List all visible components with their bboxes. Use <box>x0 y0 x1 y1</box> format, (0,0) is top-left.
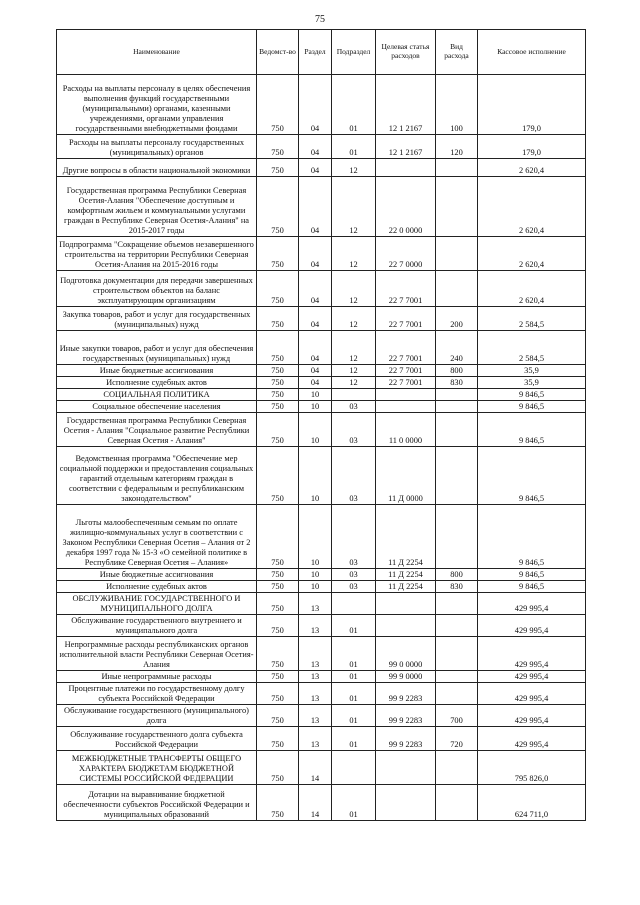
table-cell-vid <box>436 237 478 271</box>
table-cell-vid <box>436 177 478 237</box>
table-cell-name: Иные бюджетные ассигнования <box>57 365 257 377</box>
table-cell-amount: 429 995,4 <box>478 683 586 705</box>
table-cell-razdel: 13 <box>299 615 332 637</box>
table-cell-vid <box>436 751 478 785</box>
table-cell-podrazdel: 01 <box>332 615 376 637</box>
table-cell-amount: 9 846,5 <box>478 581 586 593</box>
table-cell-razdel: 04 <box>299 365 332 377</box>
table-cell-vedomstvo: 750 <box>257 75 299 135</box>
table-row <box>57 683 586 705</box>
table-cell-amount: 9 846,5 <box>478 389 586 401</box>
table-row <box>57 237 586 271</box>
table-cell-vid <box>436 447 478 505</box>
table-row <box>57 413 586 447</box>
table-cell-vedomstvo: 750 <box>257 401 299 413</box>
table-cell-podrazdel: 03 <box>332 505 376 569</box>
table-cell-podrazdel: 01 <box>332 637 376 671</box>
table-row <box>57 637 586 671</box>
table-cell-razdel: 04 <box>299 307 332 331</box>
table-cell-statya: 22 7 7001 <box>376 365 436 377</box>
table-cell-razdel: 10 <box>299 505 332 569</box>
table-cell-podrazdel: 01 <box>332 727 376 751</box>
table-row <box>57 569 586 581</box>
table-cell-razdel: 13 <box>299 727 332 751</box>
table-row <box>57 75 586 135</box>
table-cell-vid: 240 <box>436 331 478 365</box>
table-cell-name: Льготы малообеспеченным семьям по оплате жилищно-коммунальных услуг в соответствии с Законом Республики Северная Осетия – Алания от 2 декабря 1997 года № 15-З «О семейной политике в Республике Северная Осетия – Алания» <box>57 505 257 569</box>
table-cell-statya <box>376 159 436 177</box>
table-cell-amount: 2 620,4 <box>478 159 586 177</box>
table-cell-name: Исполнение судебных актов <box>57 581 257 593</box>
table-cell-amount: 429 995,4 <box>478 593 586 615</box>
table-cell-podrazdel <box>332 593 376 615</box>
table-cell-podrazdel: 01 <box>332 671 376 683</box>
table-cell-vedomstvo: 750 <box>257 447 299 505</box>
table-cell-name: Другие вопросы в области национальной экономики <box>57 159 257 177</box>
table-row <box>57 785 586 821</box>
table-cell-statya <box>376 401 436 413</box>
table-cell-vedomstvo: 750 <box>257 307 299 331</box>
table-cell-name: Закупка товаров, работ и услуг для государственных (муниципальных) нужд <box>57 307 257 331</box>
table-cell-podrazdel: 12 <box>332 237 376 271</box>
table-cell-razdel: 13 <box>299 593 332 615</box>
table-cell-podrazdel: 12 <box>332 365 376 377</box>
table-row <box>57 671 586 683</box>
table-header-row <box>57 30 586 75</box>
table-cell-name: Иные закупки товаров, работ и услуг для обеспечения государственных (муниципальных) нужд <box>57 331 257 365</box>
table-cell-name: Социальное обеспечение населения <box>57 401 257 413</box>
table-cell-amount: 795 826,0 <box>478 751 586 785</box>
table-cell-podrazdel: 12 <box>332 331 376 365</box>
table-cell-statya: 22 7 7001 <box>376 271 436 307</box>
table-cell-amount: 9 846,5 <box>478 401 586 413</box>
table-cell-amount: 429 995,4 <box>478 705 586 727</box>
table-cell-razdel: 04 <box>299 237 332 271</box>
table-cell-statya <box>376 785 436 821</box>
header-vid: Вид расхода <box>436 30 478 75</box>
table-cell-amount: 2 584,5 <box>478 331 586 365</box>
table-cell-amount: 35,9 <box>478 365 586 377</box>
header-name: Наименование <box>57 30 257 75</box>
table-cell-podrazdel: 01 <box>332 75 376 135</box>
table-cell-razdel: 04 <box>299 331 332 365</box>
table-row <box>57 177 586 237</box>
table-cell-vid <box>436 389 478 401</box>
table-cell-podrazdel: 03 <box>332 569 376 581</box>
table-cell-amount: 2 620,4 <box>478 237 586 271</box>
table-cell-razdel: 13 <box>299 683 332 705</box>
table-row <box>57 271 586 307</box>
table-cell-podrazdel: 12 <box>332 177 376 237</box>
table-cell-statya: 99 9 2283 <box>376 705 436 727</box>
table-cell-amount: 2 620,4 <box>478 177 586 237</box>
table-cell-amount: 2 620,4 <box>478 271 586 307</box>
table-cell-amount: 429 995,4 <box>478 671 586 683</box>
table-row <box>57 365 586 377</box>
table-cell-statya: 22 7 7001 <box>376 307 436 331</box>
table-cell-statya: 11 Д 2254 <box>376 505 436 569</box>
table-row <box>57 331 586 365</box>
table-cell-statya <box>376 593 436 615</box>
table-cell-vedomstvo: 750 <box>257 389 299 401</box>
table-cell-statya <box>376 389 436 401</box>
table-cell-razdel: 13 <box>299 671 332 683</box>
table-cell-razdel: 13 <box>299 705 332 727</box>
table-cell-podrazdel: 01 <box>332 705 376 727</box>
table-cell-podrazdel: 03 <box>332 401 376 413</box>
table-row <box>57 401 586 413</box>
table-cell-podrazdel: 12 <box>332 159 376 177</box>
table-cell-name: Расходы на выплаты персоналу государственных (муниципальных) органов <box>57 135 257 159</box>
table-cell-razdel: 04 <box>299 75 332 135</box>
table-cell-name: Ведомственная программа "Обеспечение мер социальной поддержки и предоставления социальных гарантий отдельным категориям граждан в соответствии с федеральным и республиканским законодательством" <box>57 447 257 505</box>
table-cell-vedomstvo: 750 <box>257 637 299 671</box>
table-cell-statya: 22 7 0000 <box>376 237 436 271</box>
table-cell-vid <box>436 401 478 413</box>
table-cell-razdel: 13 <box>299 637 332 671</box>
table-cell-vid <box>436 505 478 569</box>
table-cell-razdel: 04 <box>299 271 332 307</box>
table-cell-vid: 800 <box>436 569 478 581</box>
table-cell-name: Исполнение судебных актов <box>57 377 257 389</box>
table-cell-razdel: 10 <box>299 447 332 505</box>
table-cell-podrazdel: 03 <box>332 447 376 505</box>
table-cell-vid <box>436 785 478 821</box>
table-cell-name: Иные непрограммные расходы <box>57 671 257 683</box>
table-cell-amount: 9 846,5 <box>478 505 586 569</box>
header-podrazdel: Подраздел <box>332 30 376 75</box>
table-cell-podrazdel: 01 <box>332 135 376 159</box>
table-cell-vedomstvo: 750 <box>257 331 299 365</box>
table-cell-name: Подпрограмма "Сокращение объемов незавершенного строительства на территории Республики Северная Осетия-Алания на 2015-2016 годы <box>57 237 257 271</box>
table-cell-amount: 9 846,5 <box>478 413 586 447</box>
table-row <box>57 705 586 727</box>
table-cell-amount: 9 846,5 <box>478 569 586 581</box>
table-cell-statya: 99 9 0000 <box>376 671 436 683</box>
table-cell-name: Подготовка документации для передачи завершенных строительством объектов на баланс эксплуатирующим организациям <box>57 271 257 307</box>
table-cell-podrazdel: 12 <box>332 307 376 331</box>
table-cell-vid <box>436 683 478 705</box>
table-cell-razdel: 10 <box>299 401 332 413</box>
table-cell-vid: 200 <box>436 307 478 331</box>
table-cell-vid <box>436 159 478 177</box>
table-cell-name: ОБСЛУЖИВАНИЕ ГОСУДАРСТВЕННОГО И МУНИЦИПАЛЬНОГО ДОЛГА <box>57 593 257 615</box>
table-cell-name: Иные бюджетные ассигнования <box>57 569 257 581</box>
table-cell-statya <box>376 751 436 785</box>
table-cell-statya: 11 Д 2254 <box>376 569 436 581</box>
table-cell-vid <box>436 593 478 615</box>
table-cell-razdel: 04 <box>299 377 332 389</box>
table-cell-vid: 720 <box>436 727 478 751</box>
page-number: 75 <box>315 14 325 25</box>
table-cell-statya: 12 1 2167 <box>376 135 436 159</box>
table-cell-razdel: 04 <box>299 159 332 177</box>
table-cell-name: СОЦИАЛЬНАЯ ПОЛИТИКА <box>57 389 257 401</box>
table-cell-vid <box>436 671 478 683</box>
table-cell-statya: 99 0 0000 <box>376 637 436 671</box>
table-cell-vedomstvo: 750 <box>257 581 299 593</box>
table-cell-name: Государственная программа Республики Северная Осетия-Алания "Обеспечение доступным и комфортным жильем и коммунальными услугами граждан в Республике Северная Осетия-Алания" на 2015-2017 годы <box>57 177 257 237</box>
table-cell-vedomstvo: 750 <box>257 377 299 389</box>
table-cell-podrazdel: 12 <box>332 377 376 389</box>
table-cell-amount: 2 584,5 <box>478 307 586 331</box>
header-vedomstvo: Ведомст-во <box>257 30 299 75</box>
table-cell-podrazdel: 03 <box>332 581 376 593</box>
table-cell-vedomstvo: 750 <box>257 135 299 159</box>
table-cell-statya: 99 9 2283 <box>376 727 436 751</box>
table-row <box>57 307 586 331</box>
table-row <box>57 581 586 593</box>
table-cell-vedomstvo: 750 <box>257 683 299 705</box>
table-row <box>57 159 586 177</box>
table-cell-amount: 429 995,4 <box>478 615 586 637</box>
table-cell-razdel: 04 <box>299 177 332 237</box>
table-cell-amount: 179,0 <box>478 135 586 159</box>
table-cell-podrazdel <box>332 389 376 401</box>
table-row <box>57 751 586 785</box>
table-row <box>57 615 586 637</box>
table-cell-vid: 800 <box>436 365 478 377</box>
table-cell-name: Непрограммные расходы республиканских органов исполнительной власти Республики Северная Осетия-Алания <box>57 637 257 671</box>
table-cell-vedomstvo: 750 <box>257 615 299 637</box>
table-cell-podrazdel: 03 <box>332 413 376 447</box>
table-cell-vedomstvo: 750 <box>257 593 299 615</box>
table-cell-vedomstvo: 750 <box>257 237 299 271</box>
table-cell-name: Обслуживание государственного долга субъекта Российской Федерации <box>57 727 257 751</box>
table-cell-razdel: 10 <box>299 413 332 447</box>
table-cell-statya: 11 Д 2254 <box>376 581 436 593</box>
table-cell-name: МЕЖБЮДЖЕТНЫЕ ТРАНСФЕРТЫ ОБЩЕГО ХАРАКТЕРА БЮДЖЕТАМ БЮДЖЕТНОЙ СИСТЕМЫ РОССИЙСКОЙ ФЕДЕРАЦИИ <box>57 751 257 785</box>
table-cell-name: Процентные платежи по государственному долгу субъекта Российской Федерации <box>57 683 257 705</box>
table-cell-vid: 830 <box>436 581 478 593</box>
table-cell-vedomstvo: 750 <box>257 365 299 377</box>
table-cell-vedomstvo: 750 <box>257 785 299 821</box>
table-cell-amount: 429 995,4 <box>478 637 586 671</box>
table-cell-statya: 12 1 2167 <box>376 75 436 135</box>
table-row <box>57 505 586 569</box>
table-cell-vedomstvo: 750 <box>257 671 299 683</box>
table-row <box>57 135 586 159</box>
header-ispolnenie: Кассовое исполнение <box>478 30 586 75</box>
table-row <box>57 377 586 389</box>
table-cell-vid: 700 <box>436 705 478 727</box>
table-cell-name: Дотации на выравнивание бюджетной обеспеченности субъектов Российской Федерации и муниципальных образований <box>57 785 257 821</box>
table-cell-vid <box>436 271 478 307</box>
budget-table <box>56 29 586 821</box>
table-cell-vid <box>436 637 478 671</box>
table-row <box>57 447 586 505</box>
table-cell-vedomstvo: 750 <box>257 727 299 751</box>
table-cell-statya: 11 0 0000 <box>376 413 436 447</box>
table-cell-razdel: 10 <box>299 569 332 581</box>
table-cell-razdel: 14 <box>299 751 332 785</box>
table-cell-razdel: 10 <box>299 389 332 401</box>
header-razdel: Раздел <box>299 30 332 75</box>
table-cell-vedomstvo: 750 <box>257 569 299 581</box>
table-cell-name: Обслуживание государственного внутреннего и муниципального долга <box>57 615 257 637</box>
table-cell-podrazdel: 01 <box>332 785 376 821</box>
table-cell-amount: 35,9 <box>478 377 586 389</box>
table-cell-statya: 22 7 7001 <box>376 331 436 365</box>
table-cell-vedomstvo: 750 <box>257 413 299 447</box>
table-row <box>57 593 586 615</box>
table-row <box>57 727 586 751</box>
table-cell-amount: 9 846,5 <box>478 447 586 505</box>
table-cell-name: Расходы на выплаты персоналу в целях обеспечения выполнения функций государственными (муниципальными) органами, казенными учреждениями, органами управления государственными внебюджетными фондами <box>57 75 257 135</box>
table-cell-vid: 830 <box>436 377 478 389</box>
table-cell-vedomstvo: 750 <box>257 505 299 569</box>
table-cell-amount: 179,0 <box>478 75 586 135</box>
table-row <box>57 389 586 401</box>
table-cell-vid <box>436 615 478 637</box>
table-cell-razdel: 10 <box>299 581 332 593</box>
table-cell-vid: 100 <box>436 75 478 135</box>
table-cell-statya: 99 9 2283 <box>376 683 436 705</box>
table-cell-vedomstvo: 750 <box>257 177 299 237</box>
table-cell-name: Государственная программа Республики Северная Осетия - Алания "Социальное развитие Республики Северная Осетия - Алания" <box>57 413 257 447</box>
table-cell-podrazdel <box>332 751 376 785</box>
table-cell-vid: 120 <box>436 135 478 159</box>
table-cell-vedomstvo: 750 <box>257 705 299 727</box>
table-cell-podrazdel: 12 <box>332 271 376 307</box>
table-cell-razdel: 14 <box>299 785 332 821</box>
table-cell-statya: 22 0 0000 <box>376 177 436 237</box>
table-cell-vedomstvo: 750 <box>257 159 299 177</box>
table-cell-amount: 624 711,0 <box>478 785 586 821</box>
table-cell-podrazdel: 01 <box>332 683 376 705</box>
table-cell-name: Обслуживание государственного (муниципального) долга <box>57 705 257 727</box>
table-cell-vedomstvo: 750 <box>257 271 299 307</box>
table-cell-statya: 11 Д 0000 <box>376 447 436 505</box>
table-cell-vedomstvo: 750 <box>257 751 299 785</box>
table-cell-vid <box>436 413 478 447</box>
table-cell-statya <box>376 615 436 637</box>
table-cell-amount: 429 995,4 <box>478 727 586 751</box>
header-statya: Целевая статья расходов <box>376 30 436 75</box>
table-cell-razdel: 04 <box>299 135 332 159</box>
table-cell-statya: 22 7 7001 <box>376 377 436 389</box>
